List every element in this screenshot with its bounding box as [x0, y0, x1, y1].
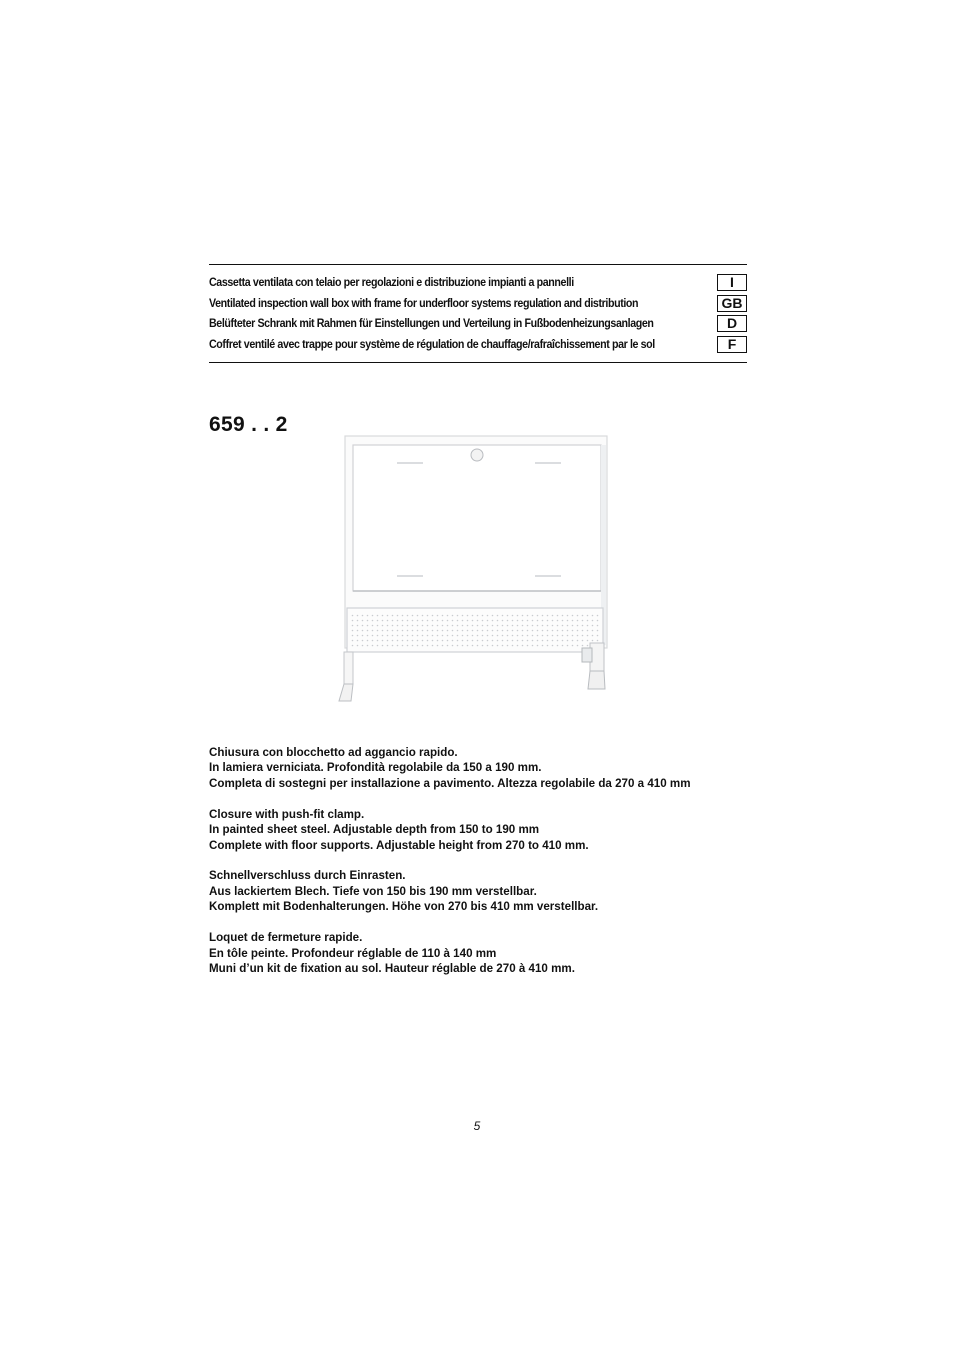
description-line: Komplett mit Bodenhalterungen. Höhe von 270 bis 410 mm verstellbar.	[209, 900, 599, 914]
description-french	[209, 930, 769, 976]
description-block	[209, 745, 769, 992]
title-text: Belüfteter Schrank mit Rahmen für Einstellungen und Verteilung in Fußbodenheizungsanlagen	[209, 316, 654, 330]
description-italian	[209, 745, 769, 791]
description-line: Complete with floor supports. Adjustable height from 270 to 410 mm.	[209, 838, 589, 852]
page-number: 5	[473, 1119, 481, 1133]
description-line: En tôle peinte. Profondeur réglable de 110 à 140 mm	[209, 946, 497, 960]
title-row-english	[209, 294, 747, 315]
description-line: Chiusura con blocchetto ad aggancio rapido.	[209, 746, 458, 759]
header-bottom-rule	[209, 362, 747, 363]
title-text: Cassetta ventilata con telaio per regolazioni e distribuzione impianti a pannelli	[209, 275, 574, 289]
title-row-italian	[209, 273, 747, 294]
description-line: In lamiera verniciata. Profondità regolabile da 150 a 190 mm.	[209, 761, 542, 775]
title-text: Ventilated inspection wall box with frame for underfloor systems regulation and distribution	[209, 295, 639, 310]
title-text: Coffret ventilé avec trappe pour système de régulation de chauffage/rafraîchissement par le sol	[209, 336, 655, 351]
title-row-german	[209, 314, 747, 335]
description-german	[209, 868, 769, 914]
description-line: Loquet de fermeture rapide.	[209, 931, 363, 945]
description-english	[209, 807, 769, 853]
description-line: Schnellverschluss durch Einrasten.	[209, 869, 406, 883]
language-code-badge: D	[717, 315, 747, 332]
title-row-french	[209, 335, 747, 356]
description-line: Aus lackiertem Blech. Tiefe von 150 bis 190 mm verstellbar.	[209, 884, 537, 898]
description-line: Completa di sostegni per installazione a pavimento. Altezza regolabile da 270 a 410 mm	[209, 776, 691, 790]
description-line: Closure with push-fit clamp.	[209, 807, 365, 821]
language-code-badge: F	[717, 336, 747, 353]
model-number: 659 . . 2	[209, 413, 288, 436]
product-photo	[335, 433, 615, 708]
language-code-badge: I	[717, 274, 747, 291]
language-code-badge: GB	[717, 295, 747, 312]
description-line: In painted sheet steel. Adjustable depth from 150 to 190 mm	[209, 823, 540, 837]
header-top-rule	[209, 264, 747, 265]
title-block	[209, 273, 747, 355]
description-line: Muni d’un kit de fixation au sol. Hauteur réglable de 270 à 410 mm.	[209, 961, 575, 975]
